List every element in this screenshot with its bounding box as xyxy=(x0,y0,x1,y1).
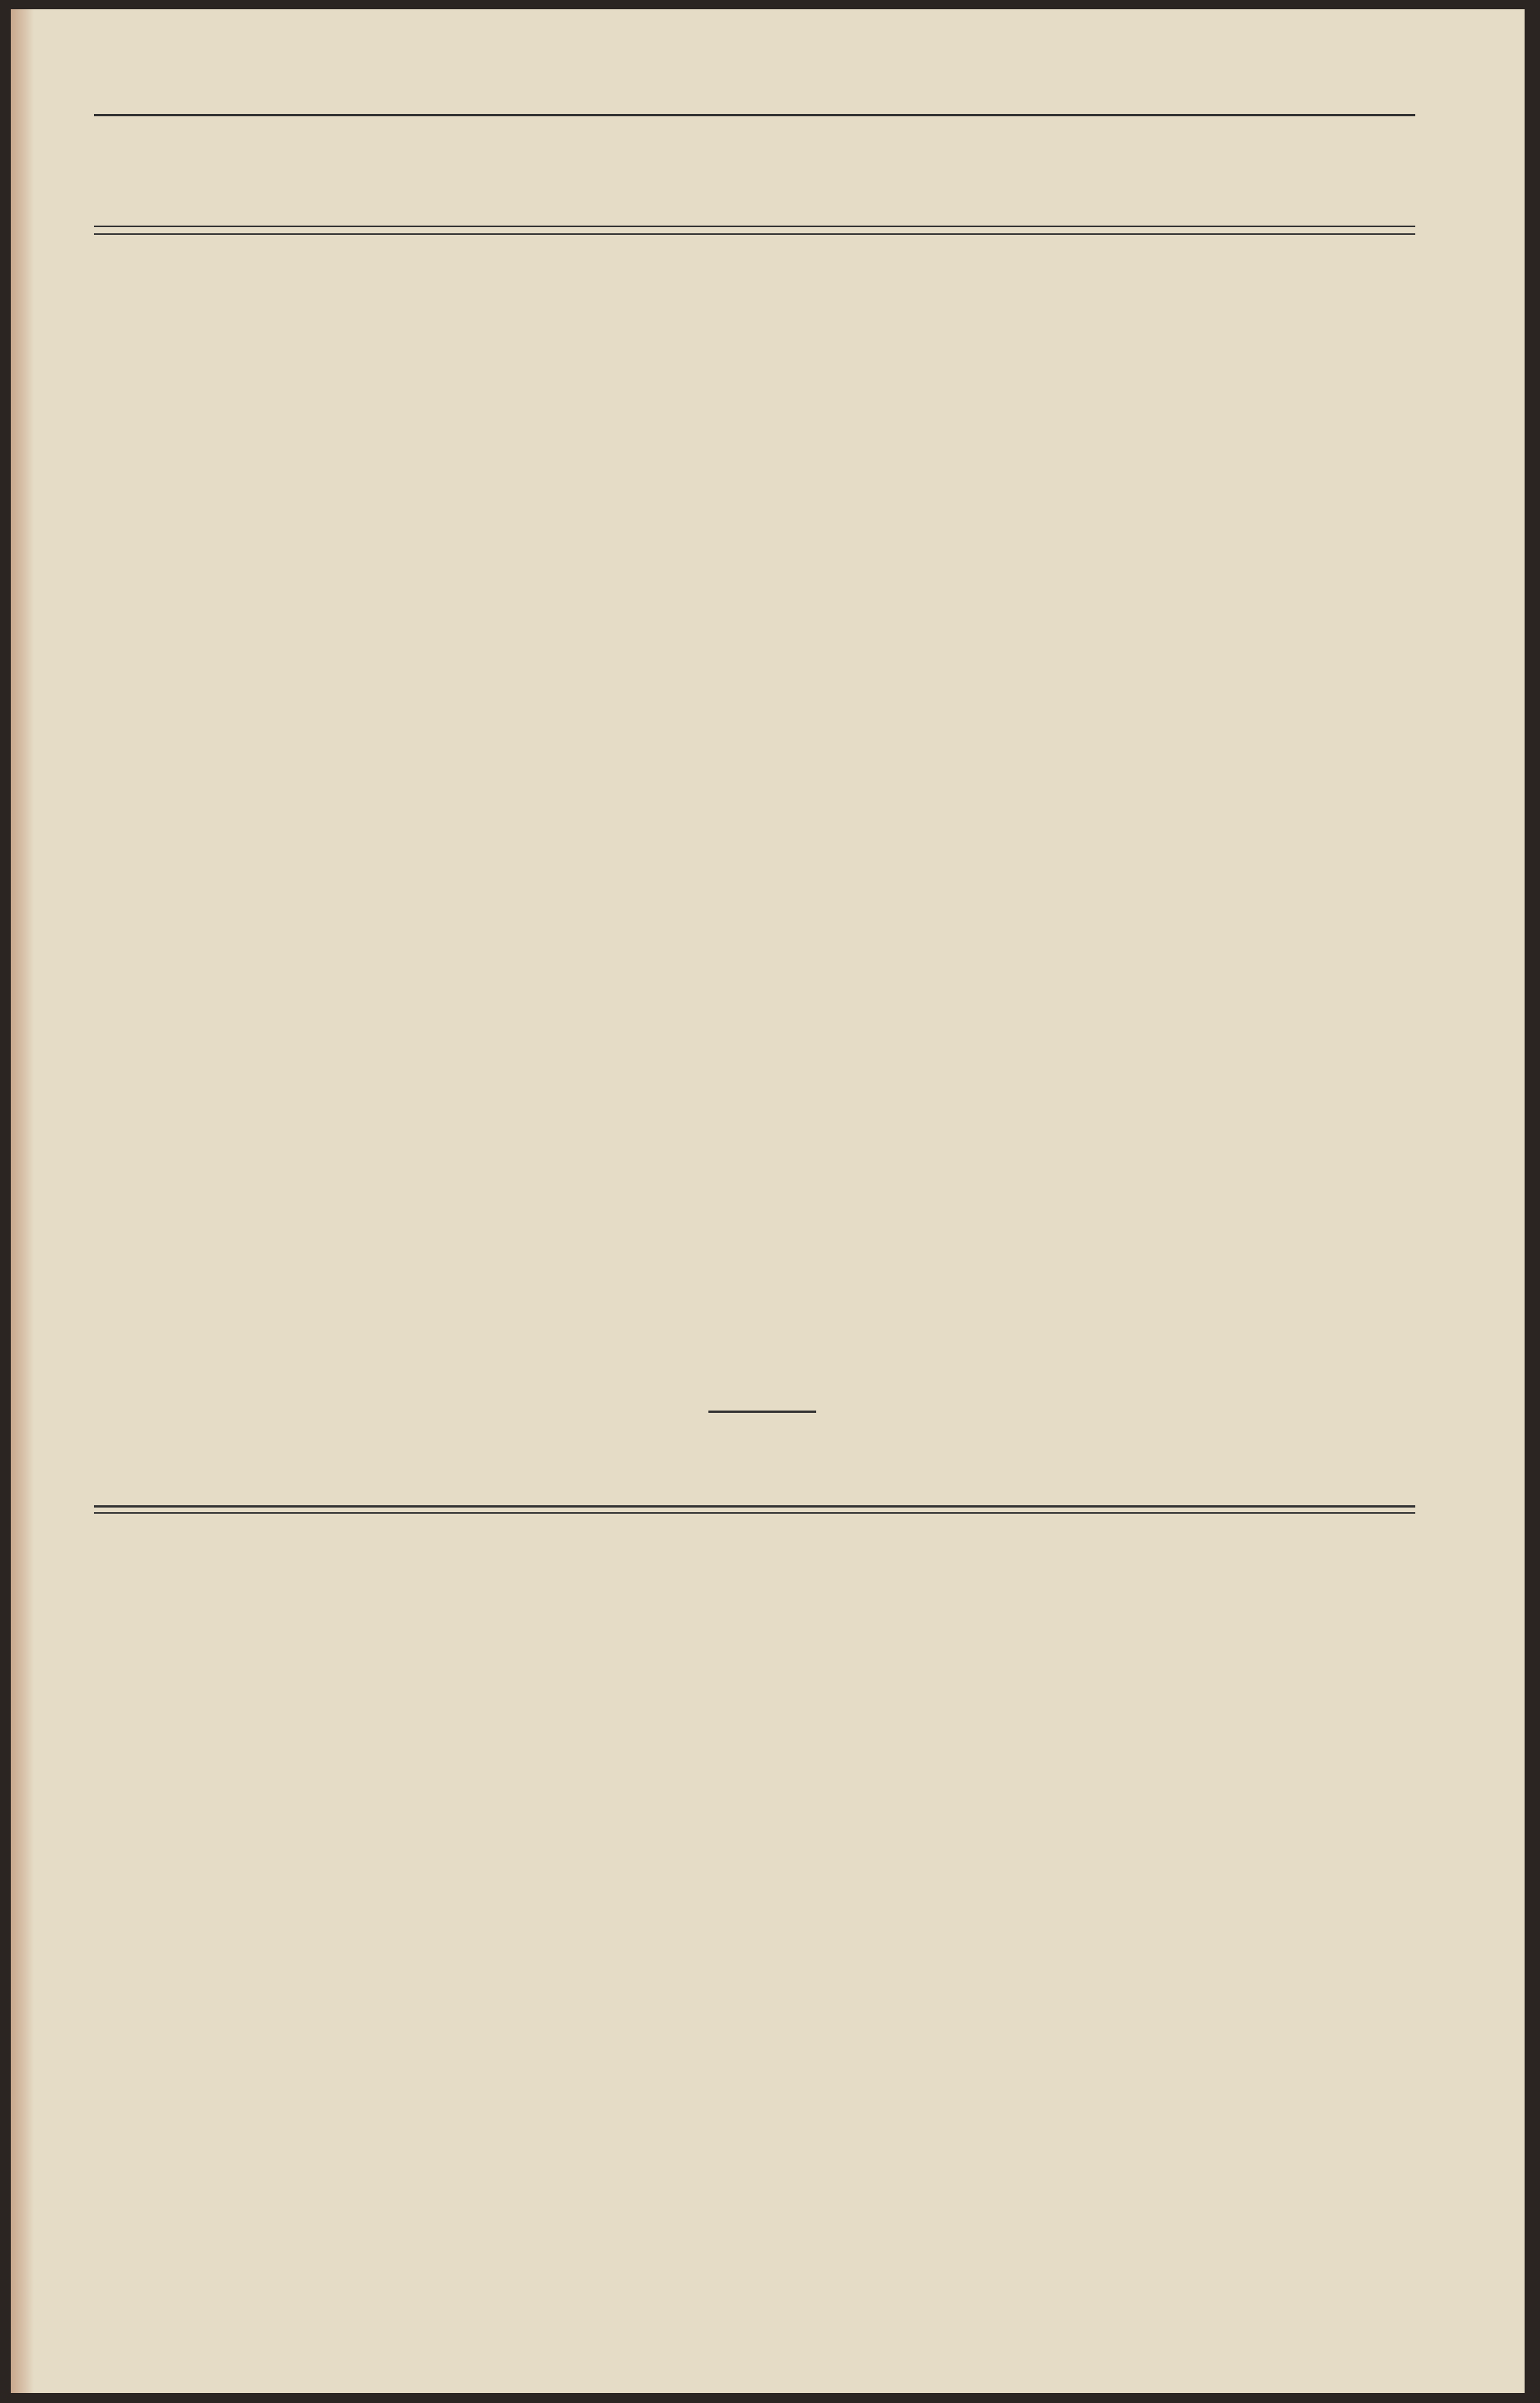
header-top-rule xyxy=(94,114,1415,116)
header-bottom-rule-2 xyxy=(94,233,1415,235)
book-page xyxy=(11,9,1525,2393)
section-rule-2 xyxy=(94,1512,1415,1514)
section-rule xyxy=(94,1505,1415,1508)
section-divider xyxy=(708,1411,816,1413)
page-spine-edge xyxy=(11,9,34,2393)
header-bottom-rule xyxy=(94,226,1415,227)
